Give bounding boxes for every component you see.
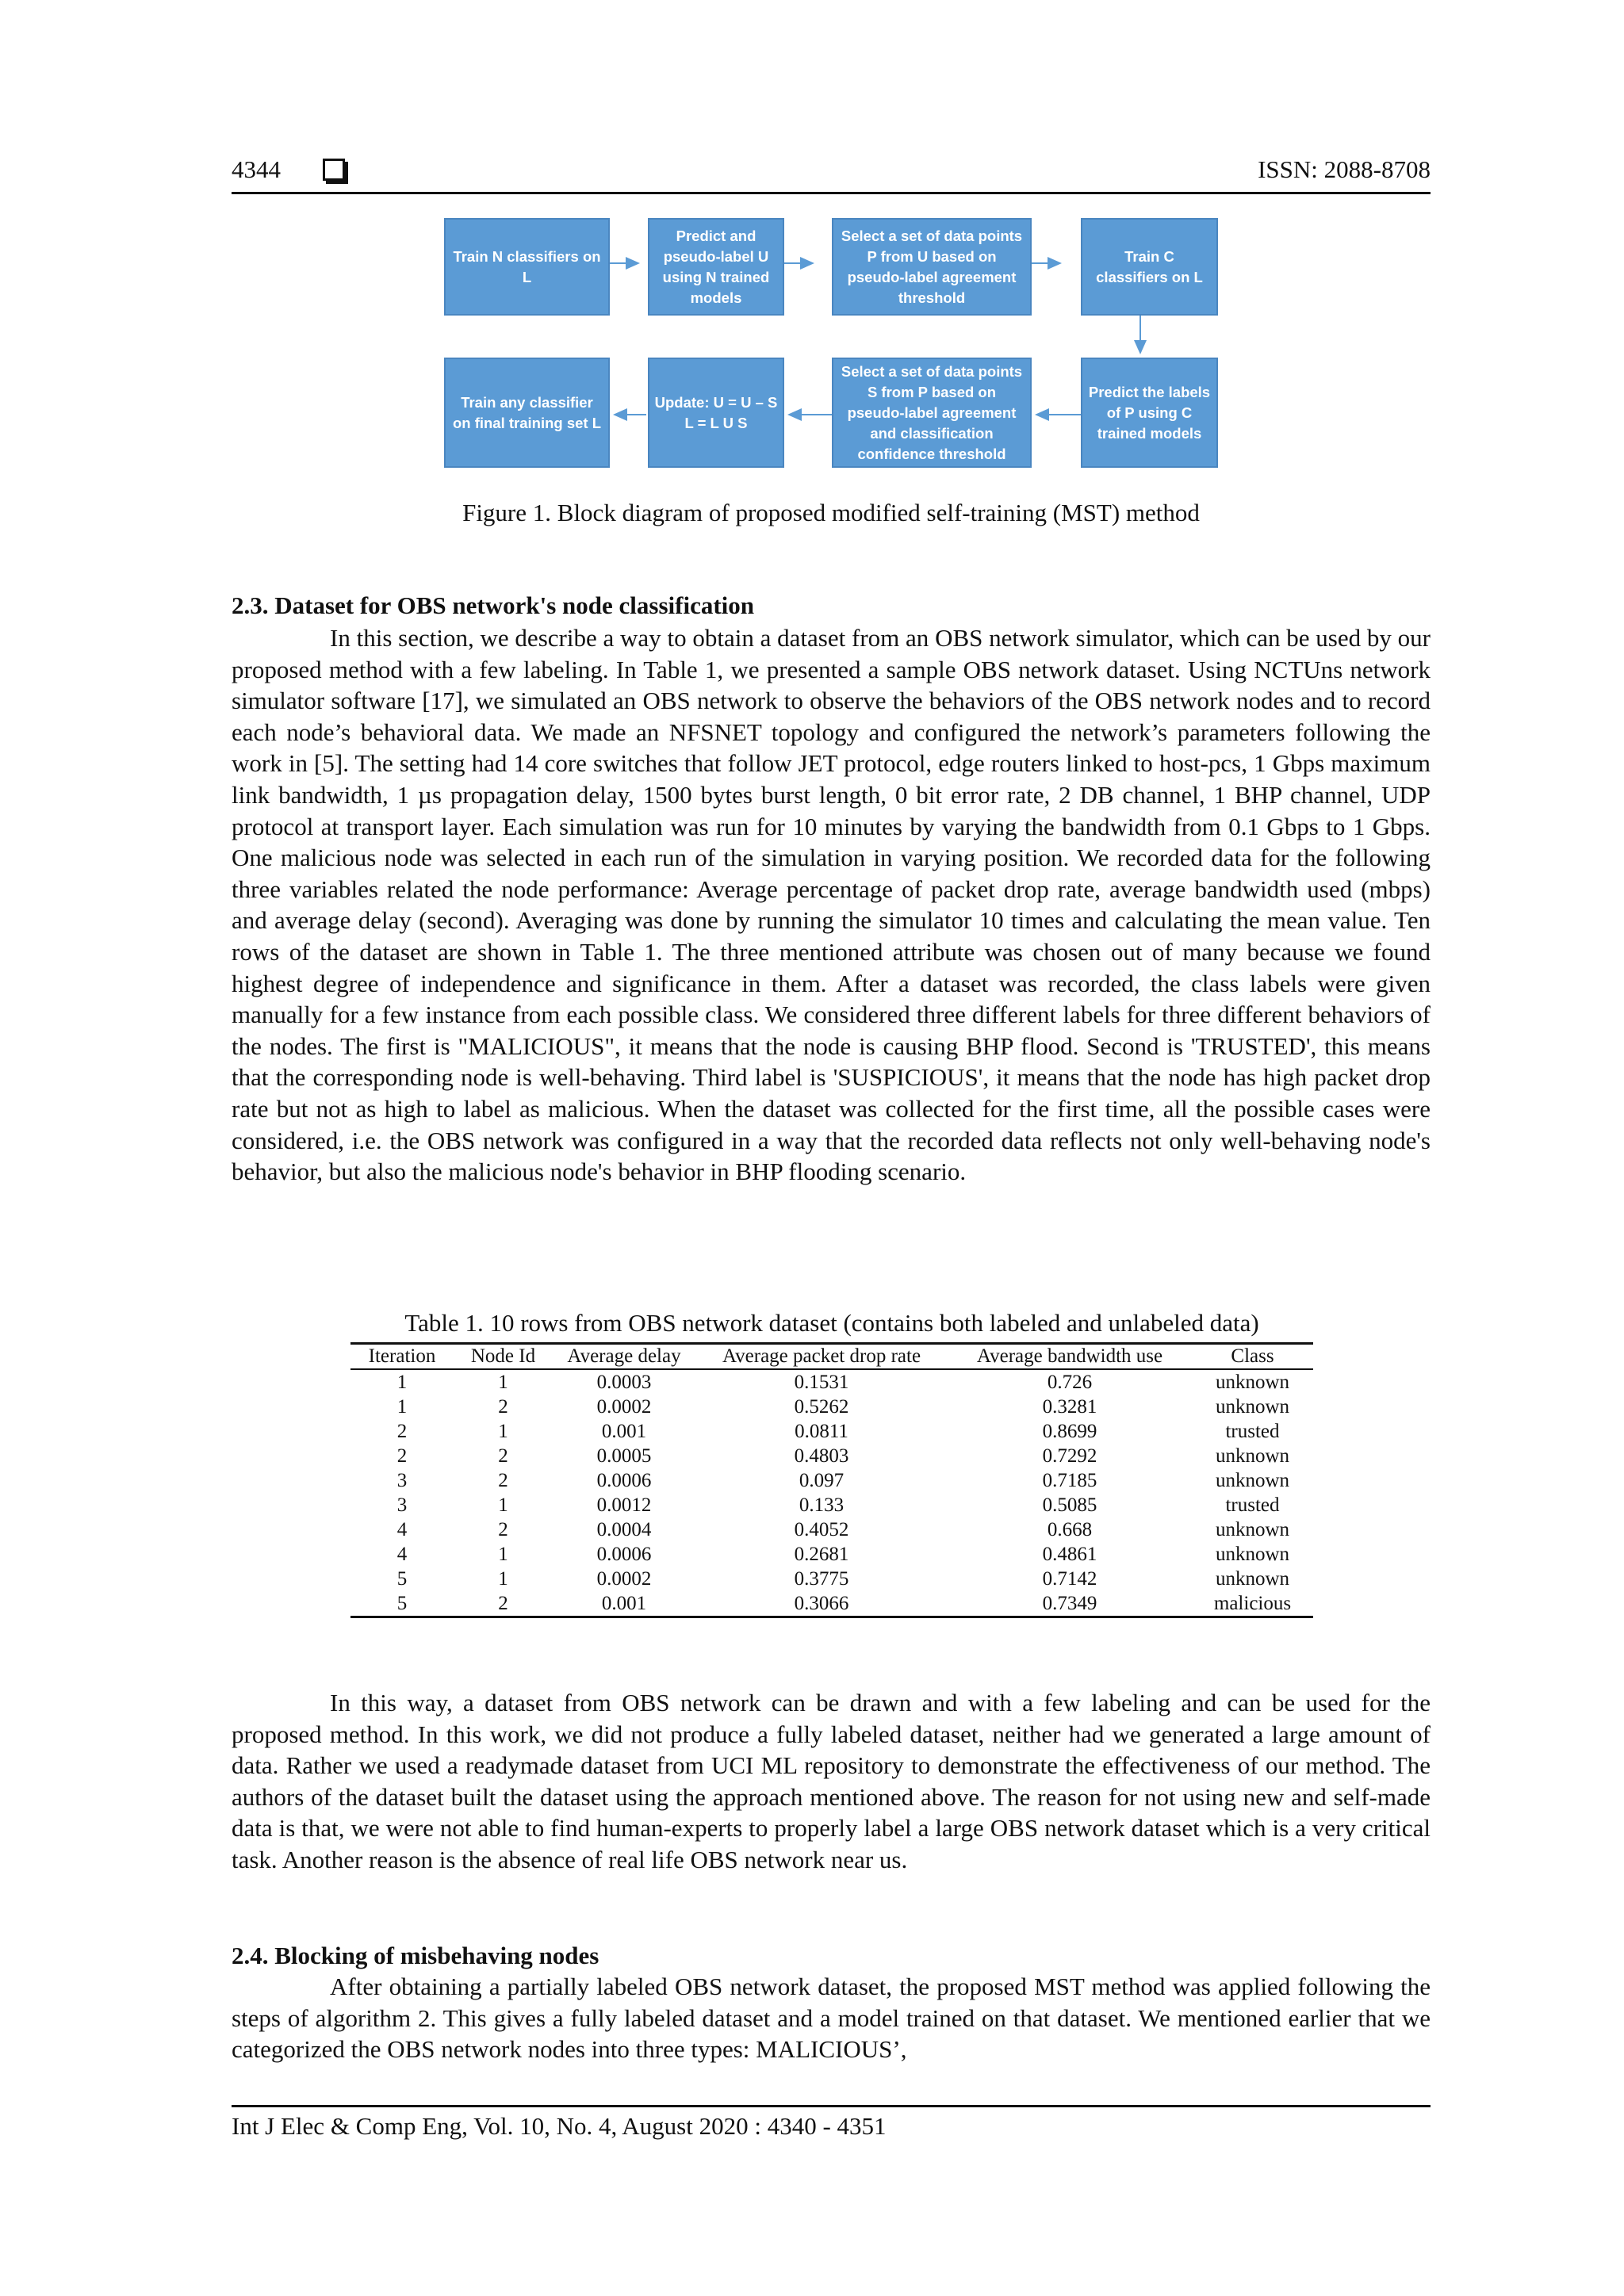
cell: 0.4861 (1042, 1544, 1097, 1565)
cell: 3 (396, 1494, 408, 1516)
cell: 0.001 (601, 1421, 647, 1442)
cell: 0.7349 (948, 1591, 1192, 1617)
cell: 0.7292 (1042, 1445, 1097, 1467)
table-row (350, 1444, 1313, 1468)
cell: 0.4052 (794, 1519, 849, 1540)
cell: 0.0005 (596, 1445, 652, 1467)
table-row (350, 1567, 1313, 1591)
table-caption: Table 1. 10 rows from OBS network dataset (contains both labeled and unlabeled data) (404, 1309, 1259, 1337)
footer-rule (232, 2105, 1431, 2107)
cell: 0.0003 (596, 1372, 652, 1393)
col-average-bandwidth-use: Average bandwidth use (948, 1344, 1192, 1370)
cell: 1 (498, 1494, 508, 1516)
cell: 0.7142 (1042, 1568, 1097, 1590)
cell: unknown (1215, 1470, 1290, 1491)
table-row (350, 1369, 1313, 1395)
cell: 0.097 (799, 1470, 845, 1491)
cell: 0.5262 (794, 1396, 849, 1418)
cell: 4 (396, 1519, 408, 1540)
section-2-3-paragraph: In this section, we describe a way to obtain a dataset from an OBS network simulator, which can be used by our proposed method with a few labeling. In Table 1, we presented a sample OBS network dataset. Using NCTUns network simulator software [17], we simulated an OBS network to observe the behaviors of the OBS network nodes and to record each node’s behavioral data. We made an NFSNET topology and configured the network’s parameters following the work in [5]. The setting had 14 core switches that follow JET protocol, edge routers linked to host-pcs, 1 Gbps maximum link bandwidth, 1 µs propagation delay, 1500 bytes burst length, 0 bit error rate, 2 DB channel, 1 BHP channel, UDP protocol at transport layer. Each simulation was run for 10 minutes by varying the bandwidth from 0.1 Gbps to 1 Gbps. One malicious node was selected in each run of the simulation in varying position. We recorded data for the following three variables related the node performance: Average percentage of packet drop rate, average bandwidth used (mbps) and average delay (second). Averaging was done by running the simulator 10 times and calculating the mean value. Ten rows of the dataset are shown in Table 1. The three mentioned attribute was chosen out of many because we found highest degree of independence and significance in them. After a dataset was recorded, the class labels were given manually for a few instance from each possible class. We considered three different labels for three different behaviors of the nodes. The first is "MALICIOUS", it means that the node is causing BHP flood. Second is 'TRUSTED', this means that the corresponding node is well-behaving. Third label is 'SUSPICIOUS', it means that the node has high packet drop rate but not as high to label as malicious. When the dataset was collected for the first time, all the possible cases were considered, i.e. the OBS network was configured in a way that the recorded data reflects not only well-behaving node's behavior, but also the malicious node's behavior in BHP flooding scenario. (232, 624, 1431, 1186)
block-train-n-classifiers: Train N classifiers on L (444, 218, 610, 316)
cell: 0.001 (553, 1591, 695, 1617)
figure-caption: Figure 1. Block diagram of proposed modified self-training (MST) method (462, 499, 1200, 526)
col-average-packet-drop-rate: Average packet drop rate (695, 1344, 948, 1370)
cell: 0.0012 (596, 1494, 652, 1516)
table-row (350, 1517, 1313, 1542)
col-node-id: Node Id (454, 1344, 553, 1370)
cell: 2 (498, 1396, 508, 1418)
paragraph-after-table: In this way, a dataset from OBS network can be drawn and with a few labeling and can be used for the proposed method. In this work, we did not produce a fully labeled dataset, neither had we generated a large amount of data. Rather we used a readymade dataset from UCI ML repository to demonstrate the effectiveness of our method. The authors of the dataset built the dataset using the approach mentioned above. The reason for not using new and self-made data is that, we were not able to find human-experts to properly label a large OBS network dataset which is a very critical task. Another reason is the absence of real life OBS network near us. (232, 1689, 1431, 1873)
cell: 1 (396, 1372, 408, 1393)
table-row (350, 1468, 1313, 1493)
table-row (350, 1493, 1313, 1517)
cell: 2 (396, 1421, 408, 1442)
cell: 0.0002 (596, 1568, 652, 1590)
cell: trusted (1225, 1421, 1280, 1442)
cell: 0.726 (1047, 1372, 1093, 1393)
cell: 1 (498, 1372, 508, 1393)
col-class: Class (1192, 1344, 1313, 1370)
cell: 0.3775 (794, 1568, 849, 1590)
section-heading-2-3: 2.3. Dataset for OBS network's node classification (232, 591, 755, 619)
cell: 0.0811 (795, 1421, 848, 1442)
cell: 2 (498, 1445, 508, 1467)
figure-1-block-diagram (444, 218, 1221, 468)
cell: unknown (1215, 1519, 1290, 1540)
cell: malicious (1192, 1591, 1313, 1617)
issn: ISSN: 2088-8708 (1258, 155, 1431, 183)
col-average-delay: Average delay (553, 1344, 695, 1370)
header-rule (232, 192, 1431, 194)
cell: 2 (396, 1445, 408, 1467)
cell: 5 (396, 1568, 408, 1590)
cell: 1 (498, 1544, 508, 1565)
cell: 0.3066 (695, 1591, 948, 1617)
cell: unknown (1215, 1396, 1290, 1418)
cell: 0.0006 (596, 1544, 652, 1565)
cell: 2 (498, 1519, 508, 1540)
cell: 2 (498, 1470, 508, 1491)
block-train-final-classifier: Train any classifier on final training set L (444, 358, 610, 468)
cell: trusted (1225, 1494, 1280, 1516)
table-row (350, 1395, 1313, 1419)
cell: 0.0006 (596, 1470, 652, 1491)
checkbox-square-icon (323, 159, 345, 181)
cell: unknown (1215, 1544, 1290, 1565)
table-row (350, 1542, 1313, 1567)
cell: 1 (396, 1396, 408, 1418)
block-update-sets: Update: U = U – S L = L U S (648, 358, 784, 468)
block-train-c-classifiers: Train C classifiers on L (1081, 218, 1218, 316)
cell: 0.133 (799, 1494, 845, 1516)
block-select-s: Select a set of data points S from P based on pseudo-label agreement and classification confidence threshold (832, 358, 1032, 468)
page-header (232, 155, 1431, 192)
table-row (350, 1591, 1313, 1617)
block-predict-labels-p: Predict the labels of P using C trained models (1081, 358, 1218, 468)
block-select-p: Select a set of data points P from U based on pseudo-label agreement threshold (832, 218, 1032, 316)
footer-citation: Int J Elec & Comp Eng, Vol. 10, No. 4, August 2020 : 4340 - 4351 (232, 2112, 887, 2140)
page-number: 4344 (232, 155, 281, 183)
section-2-4-paragraph: After obtaining a partially labeled OBS network dataset, the proposed MST method was applied following the steps of algorithm 2. This gives a fully labeled dataset and a model trained on that dataset. We mentioned earlier that we categorized the OBS network nodes into three types: MALICIOUS’, (232, 1973, 1431, 2064)
table-row (350, 1419, 1313, 1444)
cell: 0.668 (1047, 1519, 1093, 1540)
cell: 4 (396, 1544, 408, 1565)
cell: unknown (1215, 1372, 1290, 1393)
cell: unknown (1215, 1568, 1290, 1590)
cell: 3 (396, 1470, 408, 1491)
cell: 0.2681 (794, 1544, 849, 1565)
cell: 0.5085 (1042, 1494, 1097, 1516)
cell: 1 (498, 1421, 508, 1442)
cell: 2 (454, 1591, 553, 1617)
cell: 5 (350, 1591, 454, 1617)
cell: 0.0002 (596, 1396, 652, 1418)
table-header-row (350, 1344, 1313, 1370)
block-predict-pseudo-label: Predict and pseudo-label U using N trained models (648, 218, 784, 316)
cell: 0.3281 (1042, 1396, 1097, 1418)
cell: 0.4803 (794, 1445, 849, 1467)
col-iteration: Iteration (350, 1344, 454, 1370)
cell: 0.0004 (596, 1519, 652, 1540)
cell: 1 (498, 1568, 508, 1590)
section-heading-2-4: 2.4. Blocking of misbehaving nodes (232, 1942, 599, 1969)
cell: 0.8699 (1042, 1421, 1097, 1442)
cell: 0.7185 (1042, 1470, 1097, 1491)
cell: 0.1531 (794, 1372, 849, 1393)
cell: unknown (1215, 1445, 1290, 1467)
dataset-table (350, 1342, 1313, 1618)
